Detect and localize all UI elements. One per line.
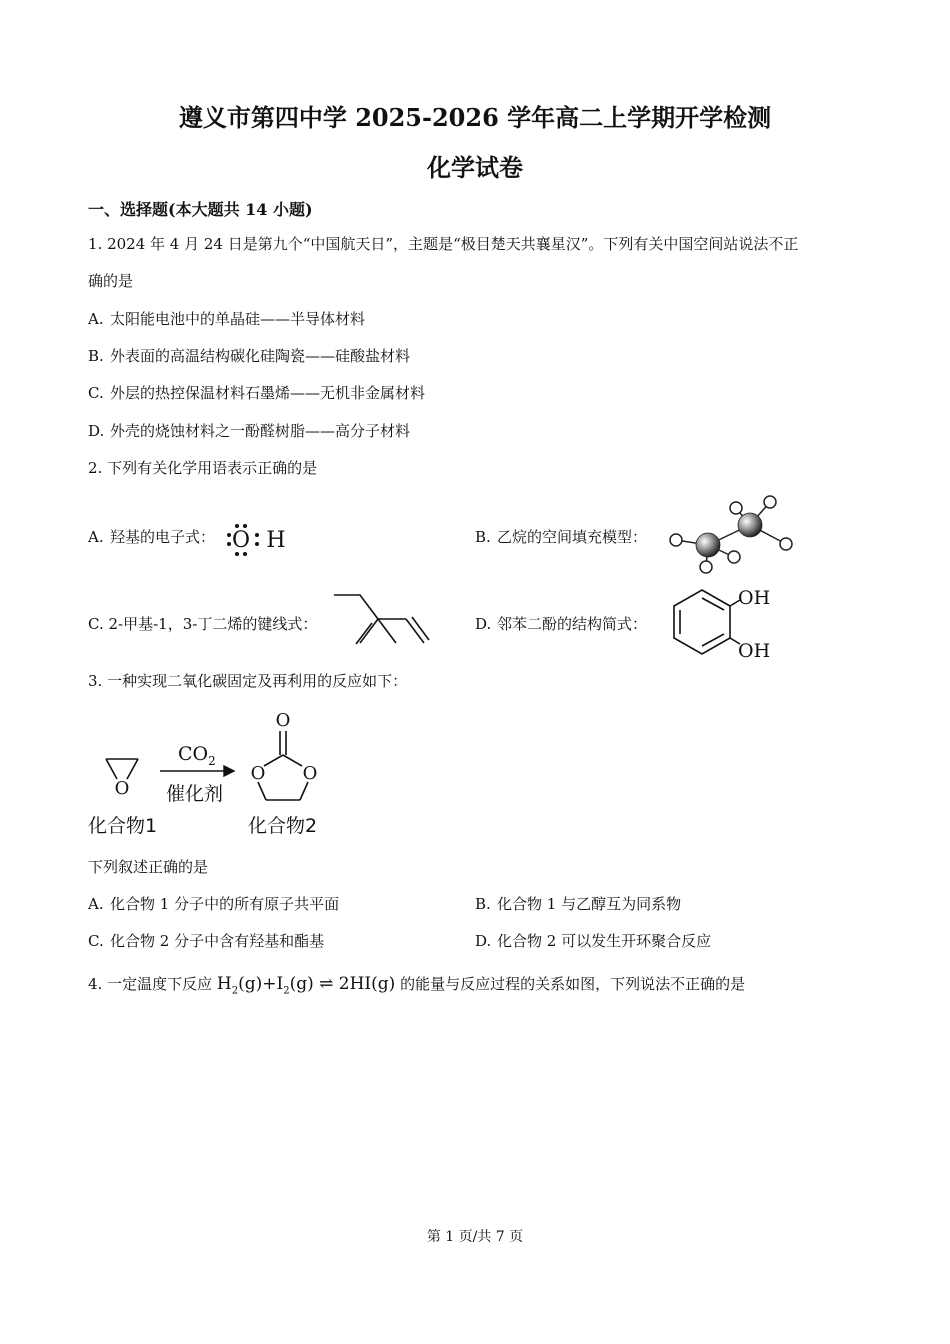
- option-label: B.: [475, 528, 491, 546]
- option-text: 化合物 1 与乙醇互为同系物: [497, 895, 682, 913]
- ring-oxygen: O: [302, 763, 318, 784]
- ethane-space-filling-model: [664, 490, 800, 580]
- q1-option-a: [88, 309, 365, 329]
- option-label: C.: [88, 932, 104, 950]
- hydroxyl-label: OH: [738, 640, 771, 662]
- option-label: A.: [88, 895, 104, 913]
- hydroxyl-electron-formula: [224, 514, 294, 558]
- co2-fixation-scheme: [86, 706, 356, 842]
- q4-suffix: 的能量与反应过程的关系如图，下列说法不正确的是: [395, 975, 746, 993]
- option-text: 太阳能电池中的单晶硅——半导体材料: [110, 310, 366, 328]
- option-label: D.: [475, 615, 492, 633]
- option-text: 外壳的烧蚀材料之一酚醛树脂——高分子材料: [110, 422, 411, 440]
- section-heading: 一、选择题(本大题共 14 小题): [88, 200, 313, 219]
- reagent-co2: $CO_2$: [178, 743, 216, 768]
- q2-option-c: C. 2-甲基-1，3-丁二烯的键线式：: [88, 615, 318, 633]
- option-label: B.: [475, 895, 491, 913]
- compound2-label: 化合物2: [248, 815, 318, 837]
- option-text: 羟基的电子式：: [110, 528, 216, 546]
- carbonyl-oxygen: O: [275, 710, 291, 731]
- ring-oxygen: O: [250, 763, 266, 784]
- isoprene-bond-line-formula: [328, 585, 438, 655]
- q4-prefix: 4. 一定温度下反应: [88, 975, 217, 993]
- hydrogen-atom: [728, 551, 740, 563]
- option-text: 化合物 2 可以发生开环聚合反应: [497, 932, 712, 950]
- exam-subject: 化学试卷: [427, 153, 523, 182]
- option-text: 化合物 2 分子中含有羟基和酯基: [110, 932, 325, 950]
- q3-stem: 3. 一种实现二氧化碳固定及再利用的反应如下：: [88, 672, 408, 690]
- q4-stem: [88, 974, 745, 1001]
- option-text: 乙烷的空间填充模型：: [497, 528, 648, 546]
- option-text: 外层的热控保温材料石墨烯——无机非金属材料: [110, 384, 426, 402]
- exam-title: 遵义市第四中学 2025-2026 学年高二上学期开学检测: [178, 103, 772, 132]
- page-footer: 第 1 页/共 7 页: [426, 1229, 524, 1245]
- epoxide-oxygen: O: [114, 778, 130, 799]
- q1-option-b: [88, 346, 410, 366]
- q3-option-b: [475, 894, 681, 914]
- option-label: D.: [475, 932, 492, 950]
- option-label: C.: [88, 384, 104, 402]
- option-text: 化合物 1 分子中的所有原子共平面: [110, 895, 340, 913]
- q1-option-c: [88, 383, 425, 403]
- option-label: A.: [88, 528, 104, 546]
- q3-option-a: [88, 894, 339, 914]
- q3-option-d: [475, 931, 711, 951]
- compound1-label: 化合物1: [88, 815, 158, 837]
- option-label: D.: [88, 422, 105, 440]
- hydrogen-atom: [670, 534, 682, 546]
- q1-stem-line1: 1. 2024 年 4 月 24 日是第九个“中国航天日”，主题是“极目楚天共襄星汉”。下列有关中国空间站说法不正: [88, 235, 799, 253]
- q3-option-c: [88, 931, 324, 951]
- hydrogen-atom: [700, 561, 712, 573]
- q3-prompt: 下列叙述正确的是: [88, 858, 209, 876]
- q1-stem-line2: 确的是: [88, 272, 134, 290]
- hydrogen-atom: [764, 496, 776, 508]
- hydroxyl-label: OH: [738, 587, 771, 609]
- q2-option-d: [475, 614, 647, 634]
- q2-option-a: [88, 527, 215, 547]
- option-label: A.: [88, 310, 104, 328]
- carbon-atom: [738, 513, 762, 537]
- option-text: 外表面的高温结构碳化硅陶瓷——硅酸盐材料: [110, 347, 411, 365]
- hydrogen-symbol: H: [266, 528, 286, 553]
- q2-stem: 2. 下列有关化学用语表示正确的是: [88, 459, 318, 477]
- q1-option-d: [88, 421, 410, 441]
- hydrogen-atom: [730, 502, 742, 514]
- q4-equation: $H_2(g)+I_2(g)$ ⇌ 2HI(g): [216, 974, 396, 997]
- option-text: 邻苯二酚的结构简式：: [497, 615, 648, 633]
- option-label: B.: [88, 347, 104, 365]
- hydrogen-atom: [780, 538, 792, 550]
- oxygen-symbol: O: [231, 528, 251, 553]
- carbon-atom: [696, 533, 720, 557]
- q2-option-b: [475, 527, 647, 547]
- catechol-structure: [664, 582, 784, 664]
- catalyst-label: 催化剂: [166, 783, 224, 805]
